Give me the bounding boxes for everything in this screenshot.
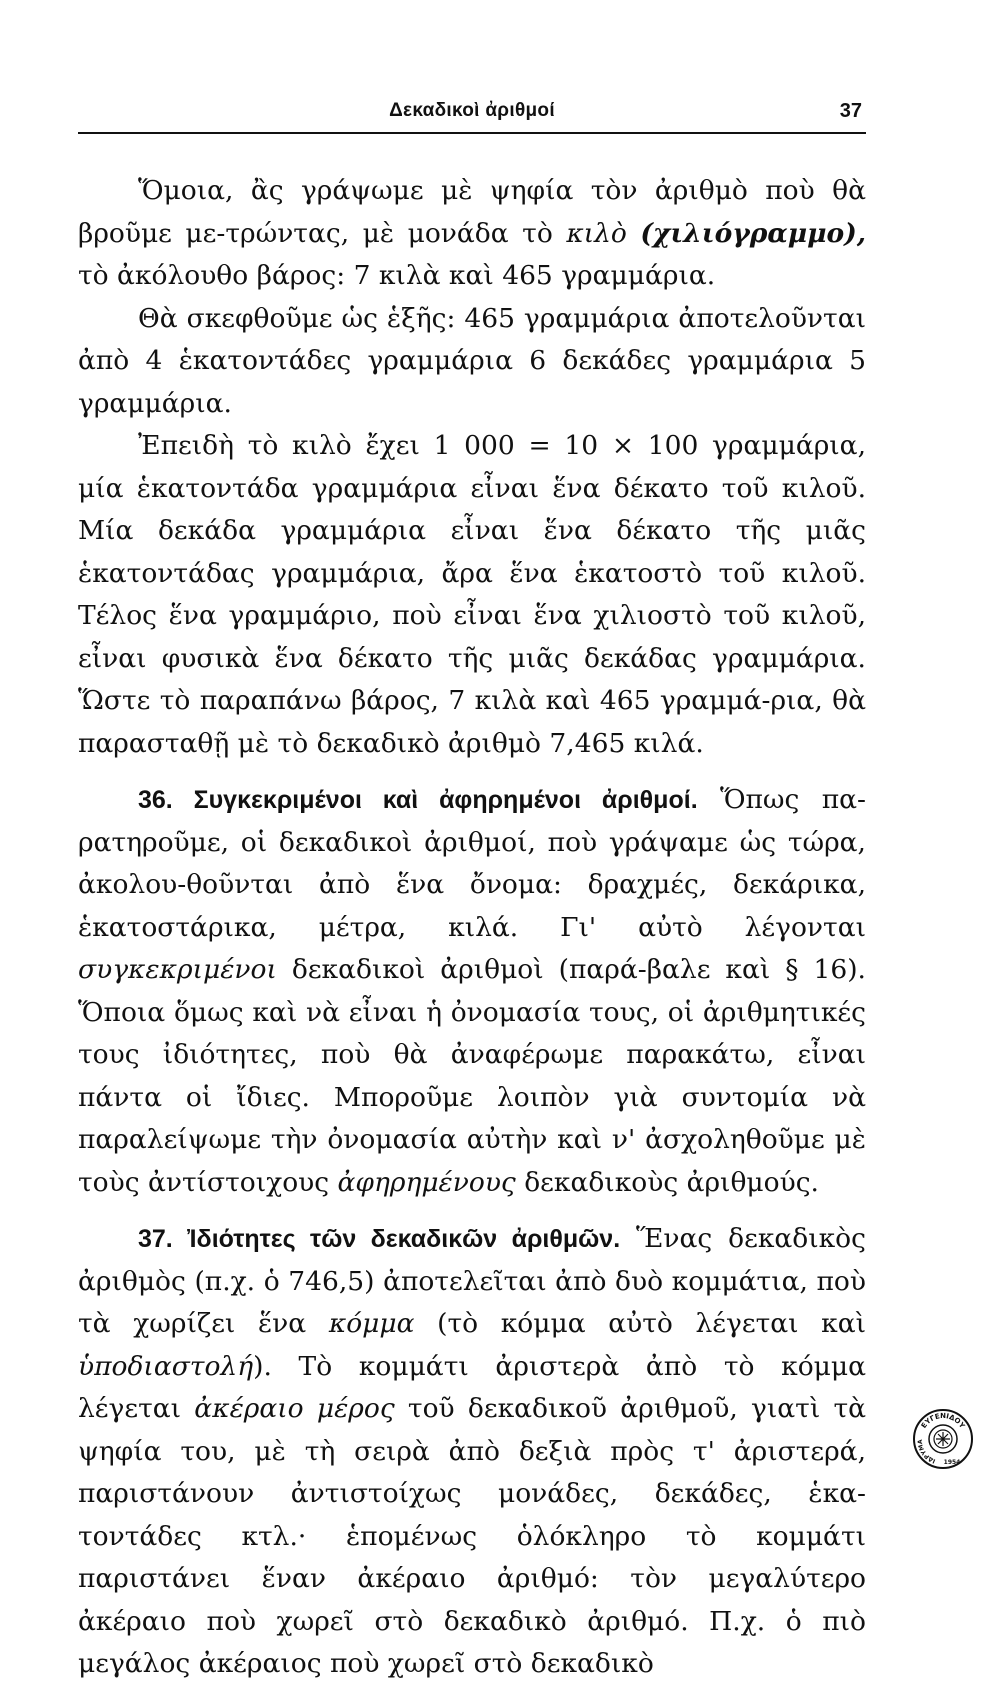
svg-text:ΙΔΡΥΜΑ [917,1439,937,1465]
text-run: Ὅμοια, ἂς γράψωμε μὲ ψηφία τὸν ἀριθμὸ ποὺ θὰ βροῦμε με-τρώντας, μὲ μονάδα τὸ [78,175,866,249]
paragraph-section-36 [78,779,866,1204]
text-run: (τὸ κόμμα αὐτὸ λέγεται καὶ [414,1308,866,1339]
seal-top-text: ΕΥΓΕΝΙΔΟΥ [919,1411,967,1430]
page-number: 37 [839,100,862,122]
italic-term: συγκεκριμένοι [78,954,277,985]
italic-term: (χιλιόγραμμο), [640,217,866,249]
text-run: τοῦ δεκαδικοῦ ἀριθμοῦ, γιατὶ τὰ ψηφία του, μὲ τὴ σειρὰ ἀπὸ δεξιὰ πρὸς τ' ἀριστερά, παριστάνουν ἀντιστοίχως μονάδες, δεκάδες, ἑκα-τοντάδες κτλ.· ἑπομένως ὁλόκληρο τὸ κομμάτι παριστάνει ἕναν ἀκέραιο ἀριθμό: τὸν μεγαλύτερο ἀκέραιο ποὺ χωρεῖ στὸ δεκαδικὸ ἀριθμό. Π.χ. ὁ πιὸ μεγάλος ἀκέραιος ποὺ χωρεῖ στὸ δεκαδικὸ [78,1393,867,1679]
italic-term: ἀκέραιο μέρος [194,1393,395,1424]
text-run: Ἐπειδὴ τὸ κιλὸ ἔχει 1 000 = 10 × 100 γραμμάρια, μία ἑκατοντάδα γραμμάρια εἶναι ἕνα δέκατο τοῦ κιλοῦ. Μία δεκάδα γραμμάρια εἶναι ἕνα δέκατο τῆς μιᾶς ἑκατοντάδας γραμμάρια, ἄρα ἕνα ἑκατοστὸ τοῦ κιλοῦ. Τέλος ἕνα γραμμάριο, ποὺ εἶναι ἕνα χιλιοστὸ τοῦ κιλοῦ, εἶναι φυσικὰ ἕνα δέκατο τῆς μιᾶς δεκάδας γραμμάρια. Ὥστε τὸ παραπάνω βάρος, 7 κιλὰ καὶ 465 γραμμά-ρια, θὰ παρασταθῇ μὲ τὸ δεκαδικὸ ἀριθμὸ 7,465 κιλά. [78,430,866,759]
italic-term: ὑποδιαστολή [78,1350,254,1382]
paragraph-3 [78,425,866,765]
paragraph-1 [78,170,866,298]
italic-term: κιλὸ [566,217,627,249]
text-run: Ὅπως πα-ρατηροῦμε, οἱ δεκαδικοὶ ἀριθμοί, ποὺ γράψαμε ὡς τώρα, ἀκολου-θοῦνται ἀπὸ ἕνα ὄνομα: δραχμές, δεκάρικα, ἑκατοστάρικα, μέτρα, κιλά. Γι' αὐτὸ λέγονται [78,784,866,943]
seal-year: 1954 [943,1459,961,1466]
text-run: δεκαδικοὶ ἀριθμοὶ (παρά-βαλε καὶ § 16). Ὅποια ὅμως καὶ νὰ εἶναι ἡ ὀνομασία τους, οἱ ἀριθμητικές τους ἰδιότητες, ποὺ θὰ ἀναφέρωμε παρακάτω, εἶναι πάντα οἱ ἴδιες. Μποροῦμε λοιπὸν γιὰ συντομία νὰ παραλείψωμε τὴν ὀνομασία αὐτὴν καὶ ν' ἀσχοληθοῦμε μὲ τοὺς ἀντίστοιχους [78,954,866,1198]
text-run: Θὰ σκεφθοῦμε ὡς ἑξῆς: 465 γραμμάρια ἀποτελοῦνται ἀπὸ 4 ἑκατοντάδες γραμμάρια 6 δεκάδες γραμμάρια 5 γραμμάρια. [78,302,866,419]
paragraph-section-37 [78,1218,866,1686]
italic-term: κόμμα [328,1308,415,1339]
text-run: τὸ ἀκόλουθο βάρος: 7 κιλὰ καὶ 465 γραμμάρια. [78,260,716,291]
text-run [627,218,641,249]
body-text [78,170,866,1686]
page-header [78,92,866,134]
italic-term: ἀφηρημένους [337,1166,516,1198]
seal-left-text: ΙΔΡΥΜΑ [916,1439,937,1465]
running-head: Δεκαδικοὶ ἀριθμοί [389,100,555,121]
section-heading: 37. Ἰδιότητες τῶν δεκαδικῶν ἀριθμῶν. [138,1225,621,1253]
section-heading: 36. Συγκεκριμένοι καὶ ἀφηρημένοι ἀριθμοί. [138,786,698,814]
text-run: ). Τὸ κομμάτι ἀριστερὰ ἀπὸ τὸ κόμμα λέγεται [78,1350,866,1424]
paragraph-2 [78,298,866,426]
text-run: Ἕνας δεκαδικὸς ἀριθμὸς (π.χ. ὁ 746,5) ἀποτελεῖται ἀπὸ δυὸ κομμάτια, ποὺ τὰ χωρίζει ἕνα [78,1223,866,1339]
foundation-seal-icon [912,1408,974,1470]
text-run: δεκαδικοὺς ἀριθμούς. [515,1166,819,1198]
